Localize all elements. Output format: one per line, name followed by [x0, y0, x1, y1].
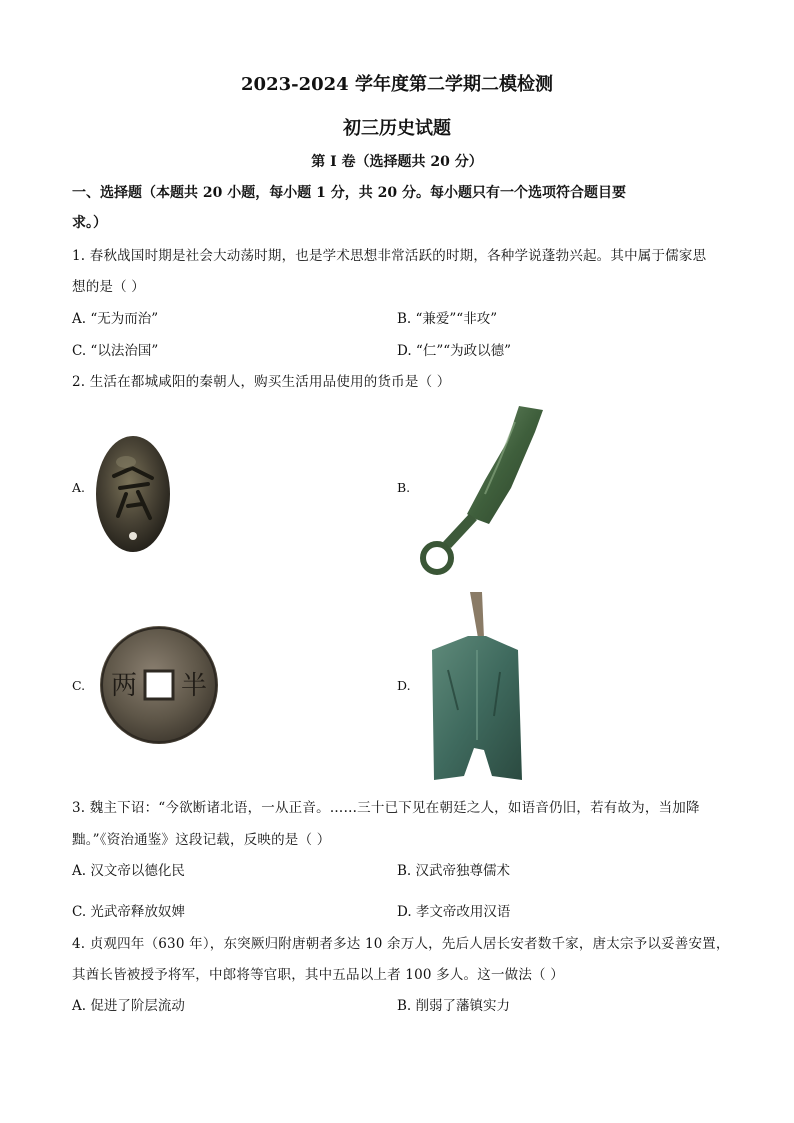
spade-coin-image[interactable]	[428, 590, 524, 786]
coin-glyph-ban: 半	[180, 671, 208, 701]
q4-option-a[interactable]: A. 促进了阶层流动	[72, 998, 185, 1014]
q1-option-c[interactable]: C. “以法治国”	[72, 343, 159, 359]
ant-nose-coin-image[interactable]	[92, 432, 174, 556]
knife-coin-image[interactable]	[415, 402, 547, 580]
q1-option-a[interactable]: A. “无为而治”	[72, 311, 159, 327]
q3-option-a[interactable]: A. 汉文帝以德化民	[72, 863, 185, 879]
q3-option-b[interactable]: B. 汉武帝独尊儒术	[397, 863, 511, 879]
q3-option-c[interactable]: C. 光武帝释放奴婢	[72, 904, 185, 920]
q3-option-d[interactable]: D. 孝文帝改用汉语	[397, 904, 511, 920]
coin-glyph-liang: 两	[110, 671, 138, 701]
q1-option-b[interactable]: B. “兼爱”“非攻”	[397, 311, 498, 327]
q1-stem-line2: 想的是（ ）	[72, 279, 145, 295]
q4-option-b[interactable]: B. 削弱了藩镇实力	[397, 998, 511, 1014]
q2-option-d-label[interactable]: D.	[397, 678, 411, 693]
section-heading-line1: 一、选择题（本题共 20 小题，每小题 1 分，共 20 分。每小题只有一个选项符合题目要	[72, 185, 626, 201]
q2-stem: 2. 生活在都城咸阳的秦朝人，购买生活用品使用的货币是（ ）	[72, 374, 451, 390]
q1-option-d[interactable]: D. “仁”“为政以德”	[397, 343, 512, 359]
q2-option-a-label[interactable]: A.	[72, 480, 86, 495]
q4-stem-line2: 其酋长皆被授予将军，中郎将等官职，其中五品以上者 100 多人。这一做法（ ）	[72, 967, 564, 983]
volume-heading: 第 I 卷（选择题共 20 分）	[311, 154, 483, 170]
page-subtitle: 初三历史试题	[343, 118, 451, 139]
q1-stem-line1: 1. 春秋战国时期是社会大动荡时期，也是学术思想非常活跃的时期，各种学说蓬勃兴起。其中属于儒家思	[72, 248, 707, 264]
q2-option-b-label[interactable]: B.	[397, 480, 411, 495]
q2-option-c-label[interactable]: C.	[72, 678, 86, 693]
banliang-coin-image[interactable]	[98, 624, 220, 746]
q3-stem-line1: 3. 魏主下诏：“今欲断诸北语，一从正音。……三十已下见在朝廷之人，如语音仍旧，若有故为，当加降	[72, 800, 700, 816]
q3-stem-line2: 黜。”《资治通鉴》这段记载，反映的是（ ）	[72, 832, 331, 848]
section-heading-line2: 求。）	[72, 215, 107, 231]
q4-stem-line1: 4. 贞观四年（630 年），东突厥归附唐朝者多达 10 余万人，先后人居长安者数千家，唐太宗予以妥善安置，	[72, 936, 730, 952]
page-title: 2023-2024 学年度第二学期二模检测	[241, 74, 553, 95]
